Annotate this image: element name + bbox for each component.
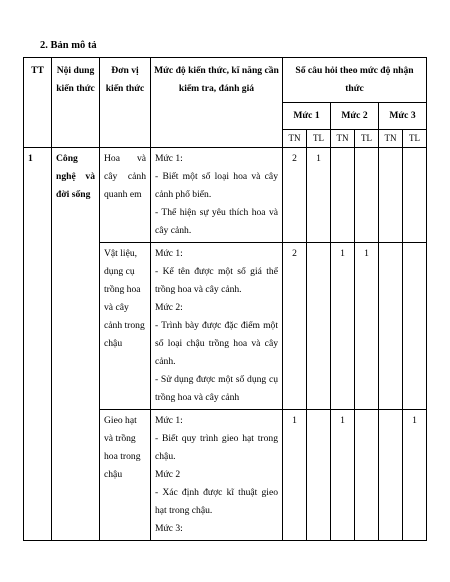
count-cell (379, 243, 403, 410)
header-level1: Mức 1 (283, 103, 331, 130)
count-cell: 1 (331, 243, 355, 410)
header-tn: TN (379, 130, 403, 148)
count-cell (355, 410, 379, 541)
count-cell (403, 243, 427, 410)
topic-name: Công nghệ và đời sống (52, 148, 100, 541)
count-cell: 1 (355, 243, 379, 410)
count-cell (331, 148, 355, 243)
unit-cell: Vật liệu, dụng cụ trồng hoa và cây cảnh trong chậu (100, 243, 151, 410)
level-description (151, 148, 283, 243)
header-tt: TT (24, 58, 52, 148)
header-tl: TL (355, 130, 379, 148)
description-line: - Xác định được kĩ thuật gieo hạt trong chậu. (155, 487, 278, 516)
count-cell (403, 148, 427, 243)
header-count-title: Số câu hỏi theo mức độ nhận thức (283, 58, 427, 103)
description-line: - Biết một số loại hoa và cây cảnh phổ biến. (155, 171, 278, 200)
count-cell: 1 (403, 410, 427, 541)
count-cell (379, 410, 403, 541)
description-line: Mức 1: (155, 415, 183, 426)
count-cell (379, 148, 403, 243)
header-level3: Mức 3 (379, 103, 427, 130)
count-cell: 1 (307, 148, 331, 243)
description-line: - Biết quy trình gieo hạt trong chậu. (155, 433, 278, 462)
header-tl: TL (403, 130, 427, 148)
count-cell (307, 243, 331, 410)
header-tn: TN (331, 130, 355, 148)
count-cell: 1 (331, 410, 355, 541)
unit-cell: Hoa và cây cảnh quanh em (100, 148, 151, 243)
header-tl: TL (307, 130, 331, 148)
count-cell: 1 (283, 410, 307, 541)
count-cell: 2 (283, 243, 307, 410)
description-line: Mức 1: (155, 248, 183, 259)
level-description (151, 410, 283, 541)
header-level-desc: Mức độ kiến thức, kĩ năng cần kiểm tra, đánh giá (151, 58, 283, 148)
header-tn: TN (283, 130, 307, 148)
header-unit: Đơn vị kiến thức (100, 58, 151, 148)
description-line: Mức 2 (155, 469, 181, 480)
unit-cell: Gieo hạt và trồng hoa trong chậu (100, 410, 151, 541)
section-heading: 2. Bản mô tả (40, 40, 97, 51)
count-cell (355, 148, 379, 243)
description-line: Mức 2: (155, 302, 183, 313)
description-line: - Trình bày được đặc điểm một số loại chậu trồng hoa và cây cảnh. (155, 320, 278, 367)
table-row (24, 148, 427, 243)
description-line: Mức 1: (155, 153, 183, 164)
description-line: - Thể hiện sự yêu thích hoa và cây cảnh. (155, 207, 278, 236)
count-cell (307, 410, 331, 541)
description-line: - Kể tên được một số giá thể trồng hoa và cây cảnh. (155, 266, 278, 295)
topic-number: 1 (24, 148, 52, 541)
description-line: - Sử dụng được một số dụng cụ trồng hoa và cây cảnh (155, 374, 278, 403)
header-content: Nội dung kiến thức (52, 58, 100, 148)
description-line: Mức 3: (155, 523, 183, 534)
header-level2: Mức 2 (331, 103, 379, 130)
count-cell: 2 (283, 148, 307, 243)
description-table (23, 57, 427, 541)
level-description (151, 243, 283, 410)
